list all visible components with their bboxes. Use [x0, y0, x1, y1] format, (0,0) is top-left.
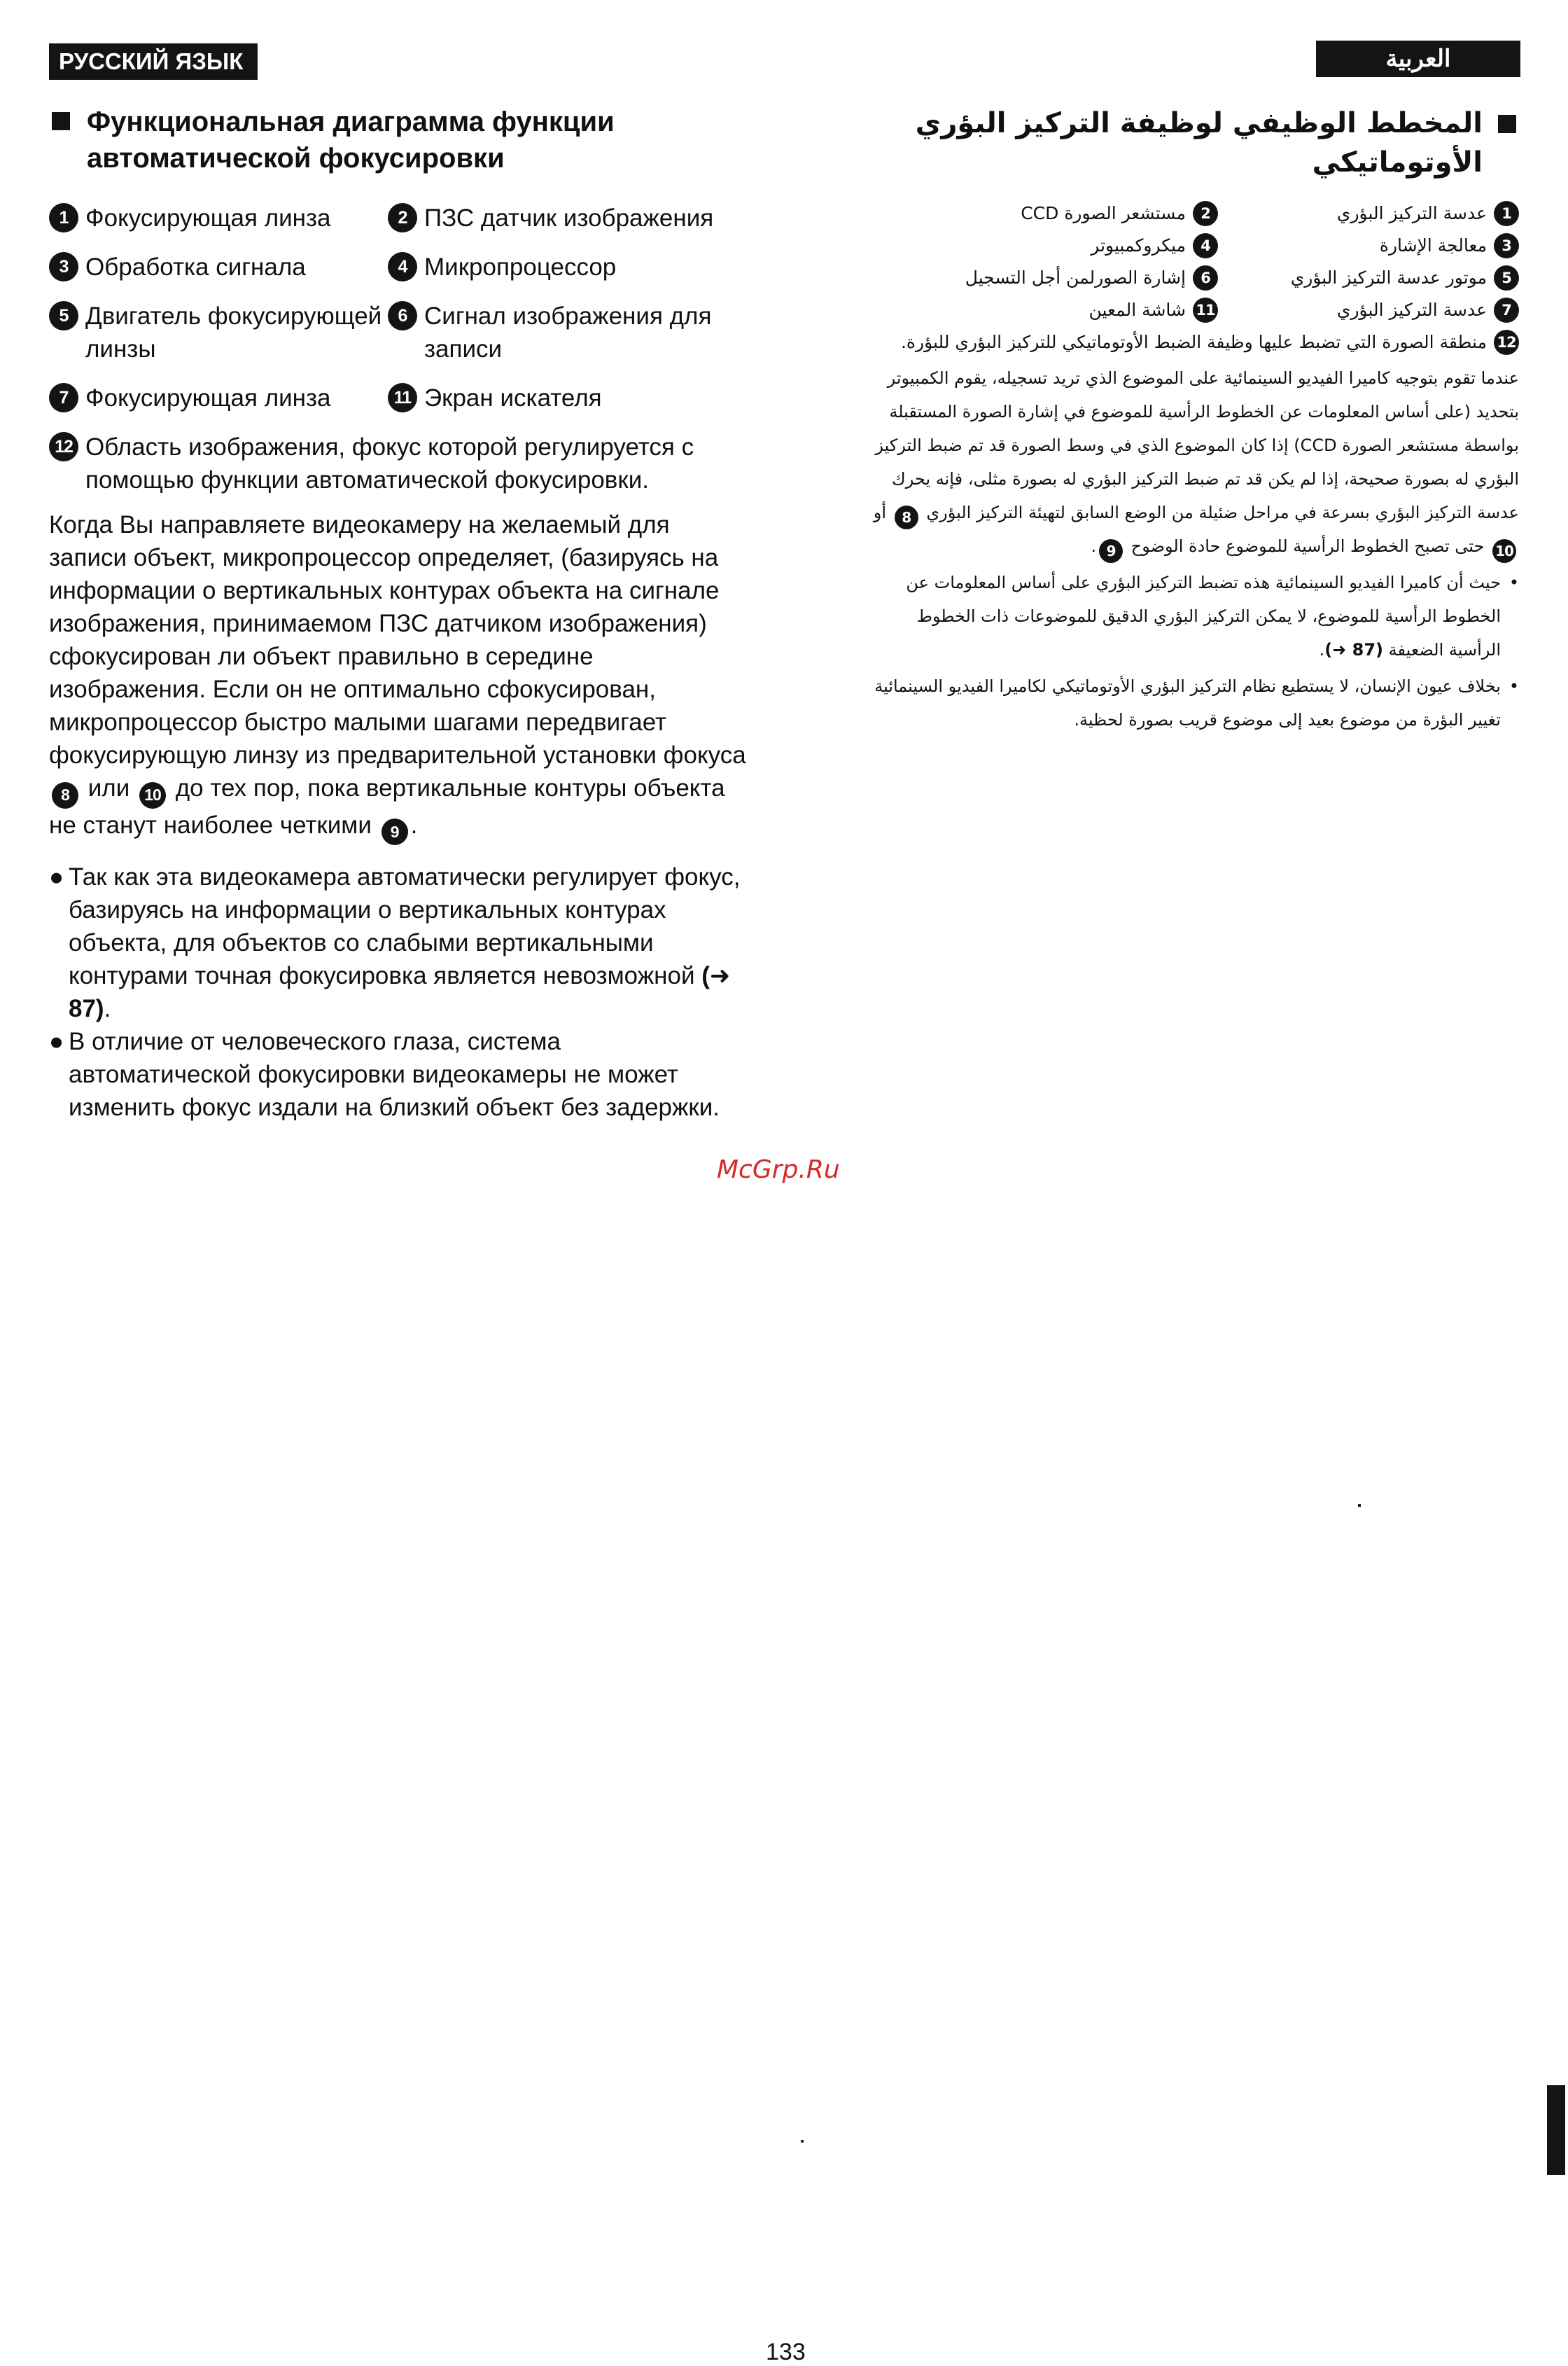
paragraph-text: عندما تقوم بتوجيه كاميرا الفيديو السينمائية على الموضوع الذي تريد تسجيله، يقوم الكمبيوتر بتحديد (على أساس المعلومات عن الخطوط الرأسية للموضوع في إشارة الصورة المستقبلة بواسطة مستشعر الصورة CCD) إذا كان الموضوع الذي في وسط الصورة قد تم ضبط التركيز البؤري له بصورة صحيحة، إذا لم يكن قد تم ضبط التركيز البؤري له بصورة مثلى، فإنه يحرك عدسة التركيز البؤري بسرعة في مراحل ضئيلة من الوضع السابق لتهيئة التركيز البؤري: [875, 368, 1519, 522]
note-text: .: [1319, 640, 1325, 660]
legend-item: [49, 431, 724, 496]
body-paragraph: [49, 508, 749, 845]
list-item-text: [861, 566, 1501, 667]
legend-item: [388, 382, 724, 415]
number-badge-icon: 5: [49, 301, 78, 330]
legend-item: [917, 197, 1218, 230]
legend-row: [861, 294, 1519, 326]
legend-row: [49, 300, 749, 366]
legend-item: [1218, 262, 1519, 294]
page-reference: (➜ 87): [69, 962, 731, 1022]
note-text: Так как эта видеокамера автоматически регулирует фокус, базируясь на информации о вертикальных контурах объекта, для объектов со слабыми вертикальными контурами точная фокусировка является невозможной: [69, 863, 741, 989]
legend-label: Область изображения, фокус которой регулируется с помощью функции автоматической фокусировки.: [85, 433, 694, 494]
number-badge-icon: 1: [49, 203, 78, 232]
legend-item: [388, 251, 724, 284]
legend-item: [861, 326, 1519, 359]
legend-label: Микропроцессор: [424, 253, 617, 281]
section-edge-marker: [1547, 2085, 1565, 2175]
legend-label: عدسة التركيز البؤري: [1336, 300, 1487, 320]
arabic-language-tag: العربية: [1316, 41, 1520, 77]
section-heading-text: Функциональная диаграмма функции автоматической фокусировки: [87, 106, 615, 174]
legend-item: [49, 300, 388, 366]
number-badge-icon: 8: [52, 782, 78, 809]
section-heading: [49, 104, 749, 176]
number-badge-icon: 1: [1494, 201, 1519, 226]
section-heading-text: المخطط الوظيفي لوظيفة التركيز البؤري الأوتوماتيكي: [915, 107, 1483, 179]
number-badge-icon: 3: [49, 252, 78, 281]
russian-column: [49, 104, 749, 1124]
bullet-dot-icon: ●: [49, 863, 64, 891]
number-badge-icon: 11: [1193, 298, 1218, 323]
legend-label: موتور عدسة التركيز البؤري: [1290, 267, 1487, 288]
legend-row: [861, 262, 1519, 294]
number-badge-icon: 9: [382, 819, 408, 845]
legend-item: [1218, 197, 1519, 230]
legend-row: [49, 202, 749, 235]
bullet-dot-icon: •: [1508, 573, 1519, 592]
diagram-legend: [49, 202, 749, 496]
legend-label: Фокусирующая линза: [85, 384, 331, 412]
scan-speck: [801, 2140, 804, 2143]
legend-label: Обработка сигнала: [85, 253, 306, 281]
legend-label: عدسة التركيز البؤري: [1336, 203, 1487, 223]
legend-item: [388, 300, 724, 366]
notes-list: [49, 861, 749, 1124]
paragraph-text: حتى تصبح الخطوط الرأسية للموضوع حادة الوضوح: [1130, 536, 1485, 556]
paragraph-text: до тех пор, пока вертикальные контуры объекта не станут наиболее четкими: [49, 774, 725, 839]
legend-item: [49, 382, 388, 415]
legend-label: ميكروكمبيوتر: [1091, 235, 1186, 256]
paragraph-text: .: [1091, 536, 1097, 556]
number-badge-icon: 7: [1494, 298, 1519, 323]
legend-label: Двигатель фокусирующей линзы: [85, 302, 382, 363]
legend-item: [1218, 294, 1519, 326]
list-item-text: [69, 861, 749, 1025]
number-badge-icon: 3: [1494, 233, 1519, 258]
square-bullet-icon: [1498, 115, 1516, 133]
note-text: В отличие от человеческого глаза, система автоматической фокусировки видеокамеры не может изменить фокус издали на близкий объект без задержки.: [69, 1028, 720, 1121]
page-number: 133: [766, 2339, 806, 2365]
number-badge-icon: 6: [1193, 265, 1218, 291]
paragraph-text: .: [410, 811, 418, 839]
number-badge-icon: 6: [388, 301, 417, 330]
russian-language-tag: РУССКИЙ ЯЗЫК: [49, 43, 258, 80]
legend-item: [49, 251, 388, 284]
number-badge-icon: 2: [1193, 201, 1218, 226]
list-item: [861, 566, 1519, 667]
diagram-legend: [861, 197, 1519, 359]
watermark: McGrp.Ru: [717, 1155, 840, 1184]
number-badge-icon: 8: [895, 506, 918, 529]
legend-label: Сигнал изображения для записи: [424, 302, 712, 363]
paragraph-text: أو: [873, 503, 887, 522]
legend-item: [917, 262, 1218, 294]
scan-speck: [1358, 1504, 1361, 1507]
paragraph-text: или: [88, 774, 130, 802]
number-badge-icon: 9: [1099, 539, 1123, 563]
legend-item: [917, 294, 1218, 326]
legend-label: معالجة الإشارة: [1379, 235, 1487, 256]
bullet-dot-icon: •: [1508, 676, 1519, 696]
legend-label: ПЗС датчик изображения: [424, 204, 714, 232]
legend-row: [861, 326, 1519, 359]
legend-item: [388, 202, 724, 235]
number-badge-icon: 11: [388, 383, 417, 412]
note-text: حيث أن كاميرا الفيديو السينمائية هذه تضبط التركيز البؤري على أساس المعلومات عن الخطوط الرأسية للموضوع، لا يمكن التركيز البؤري الدقيق للموضوعات ذات الخطوط الرأسية الضعيفة: [906, 573, 1501, 660]
legend-item: [49, 202, 388, 235]
legend-label: Экран искателя: [424, 384, 602, 412]
square-bullet-icon: [52, 112, 70, 130]
number-badge-icon: 12: [1494, 330, 1519, 355]
legend-row: [49, 382, 749, 415]
list-item: [49, 861, 749, 1025]
number-badge-icon: 4: [1193, 233, 1218, 258]
legend-label: شاشة المعين: [1088, 300, 1186, 320]
list-item: [861, 669, 1519, 737]
note-text: .: [104, 995, 111, 1022]
legend-row: [861, 230, 1519, 262]
section-heading: [861, 104, 1519, 182]
number-badge-icon: 10: [1492, 539, 1516, 563]
legend-row: [49, 251, 749, 284]
arabic-column: [861, 104, 1519, 737]
number-badge-icon: 4: [388, 252, 417, 281]
bullet-dot-icon: ●: [49, 1028, 64, 1055]
page-reference: (87 ➜): [1324, 640, 1383, 660]
body-paragraph: [861, 361, 1519, 563]
legend-row: [861, 197, 1519, 230]
legend-label: Фокусирующая линза: [85, 204, 331, 232]
number-badge-icon: 5: [1494, 265, 1519, 291]
legend-row: [49, 431, 749, 496]
legend-label: منطقة الصورة التي تضبط عليها وظيفة الضبط الأوتوماتيكي للتركيز البؤري للبؤرة.: [900, 332, 1487, 352]
number-badge-icon: 10: [139, 782, 166, 809]
paragraph-text: Когда Вы направляете видеокамеру на желаемый для записи объект, микропроцессор определяет, (базируясь на информации о вертикальных контурах объекта на сигнале изображения, принимаемом ПЗС датчиком изображения) сфокусирован ли объект правильно в середине изображения. Если он не оптимально сфокусирован, микропроцессор быстро малыми шагами передвигает фокусирующую линзу из предварительной установки фокуса: [49, 511, 746, 769]
list-item: [49, 1025, 749, 1124]
legend-label: إشارة الصورلمن أجل التسجيل: [965, 267, 1186, 288]
legend-item: [917, 230, 1218, 262]
note-text: بخلاف عيون الإنسان، لا يستطيع نظام التركيز البؤري الأوتوماتيكي لكاميرا الفيديو السينمائية تغيير البؤرة من موضوع بعيد إلى موضوع قريب بصورة لحظية.: [874, 676, 1501, 730]
number-badge-icon: 2: [388, 203, 417, 232]
number-badge-icon: 12: [49, 432, 78, 461]
number-badge-icon: 7: [49, 383, 78, 412]
legend-label: مستشعر الصورة CCD: [1021, 203, 1186, 223]
legend-item: [1218, 230, 1519, 262]
